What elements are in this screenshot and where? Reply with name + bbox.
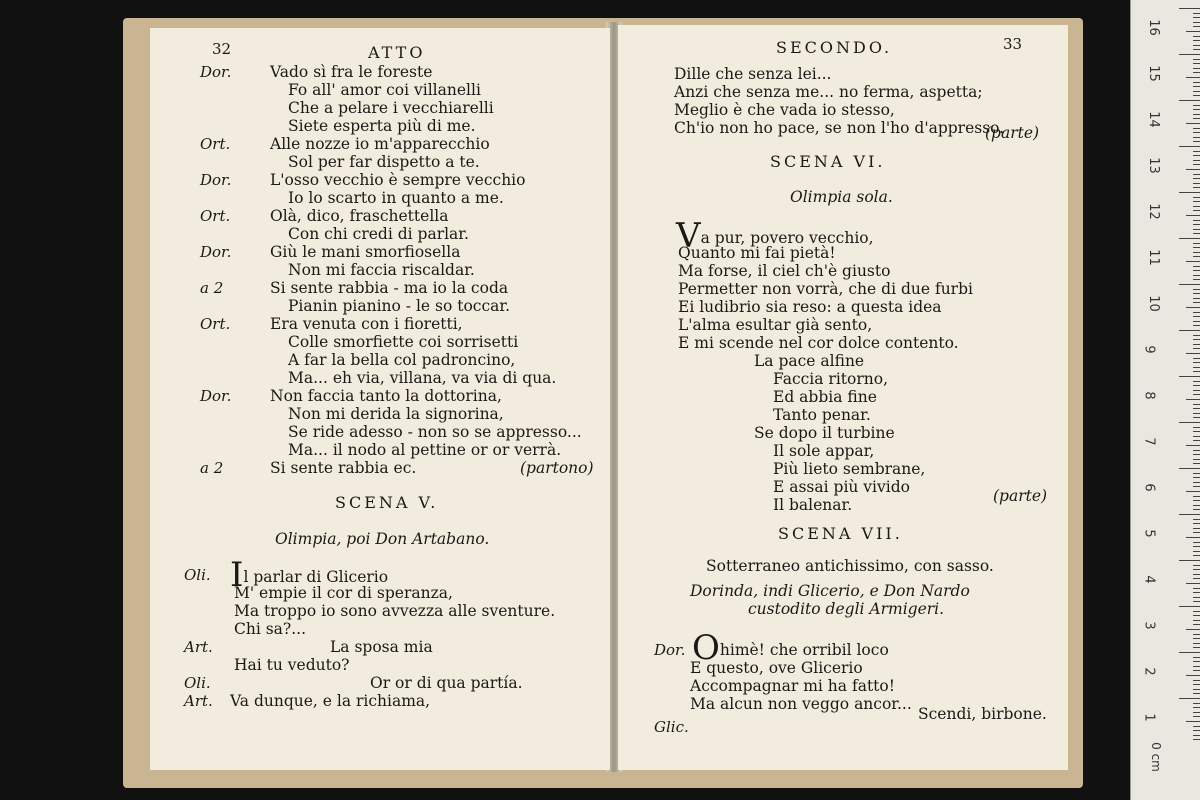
verse-line: Se ride adesso - non so se appresso... (288, 423, 582, 441)
ruler-number: 10 (1145, 295, 1161, 312)
ruler-tick (1193, 551, 1200, 552)
ruler-number: 9 (1141, 345, 1157, 354)
ruler-tick (1193, 555, 1200, 556)
ruler-tick (1179, 192, 1200, 193)
verse-line: Scendi, birbone. (918, 705, 1047, 723)
ruler-tick (1193, 574, 1200, 575)
ruler-tick (1193, 45, 1200, 46)
ruler-tick (1193, 105, 1200, 106)
ruler-tick (1193, 716, 1200, 717)
speaker-label: Art. (184, 638, 213, 656)
ruler-tick (1193, 578, 1200, 579)
ruler-tick (1193, 206, 1200, 207)
verse-line: Dille che senza lei... (674, 65, 832, 83)
ruler-tick (1193, 500, 1200, 501)
ruler-tick (1193, 440, 1200, 441)
ruler-tick (1179, 606, 1200, 607)
verse-line: Hai tu veduto? (234, 656, 350, 674)
ruler-tick (1193, 174, 1200, 175)
ruler-tick (1193, 643, 1200, 644)
ruler-tick (1193, 86, 1200, 87)
left-page-number: 32 (212, 40, 232, 58)
ruler-tick (1193, 132, 1200, 133)
ruler-tick (1193, 164, 1200, 165)
ruler-number: 4 (1141, 575, 1157, 584)
verse-line: Ch'io non ho pace, se non l'ho d'appresso. (674, 119, 1005, 137)
ruler-tick (1193, 325, 1200, 326)
ruler-tick (1193, 298, 1200, 299)
ruler-tick (1179, 54, 1200, 55)
ruler-tick (1193, 348, 1200, 349)
ruler-number: 16 (1145, 19, 1161, 36)
ruler-number: 6 (1141, 483, 1157, 492)
ruler-tick (1193, 91, 1200, 92)
ruler-tick (1186, 123, 1200, 124)
ruler-tick (1179, 514, 1200, 515)
ruler-tick (1193, 689, 1200, 690)
right-page-number: 33 (1003, 35, 1023, 53)
verse-line: L'osso vecchio è sempre vecchio (270, 171, 526, 189)
ruler-number: 1 (1141, 713, 1157, 722)
right-page (618, 25, 1068, 770)
verse-line: Ma alcun non veggo ancor... (690, 695, 912, 713)
ruler-tick (1193, 684, 1200, 685)
ruler-tick (1193, 408, 1200, 409)
verse-line: himè! che orribil loco (719, 641, 889, 659)
ruler-tick (1193, 229, 1200, 230)
ruler-tick (1193, 155, 1200, 156)
ruler-tick (1193, 601, 1200, 602)
ruler-tick (1186, 537, 1200, 538)
aria-line: Più lieto sembrane, (773, 460, 926, 478)
verse-line: Fo all' amor coi villanelli (288, 81, 481, 99)
verse-line: Pianin pianino - le so toccar. (288, 297, 511, 315)
ruler-tick (1193, 519, 1200, 520)
ruler-tick (1193, 427, 1200, 428)
verse-line: Io lo scarto in quanto a me. (288, 189, 504, 207)
ruler-number: 15 (1145, 65, 1161, 82)
verse-line: Ma... il nodo al pettine or or verrà. (288, 441, 562, 459)
ruler-tick (1193, 302, 1200, 303)
ruler-tick (1193, 505, 1200, 506)
ruler-tick (1193, 312, 1200, 313)
verse-line: Chi sa?... (234, 620, 307, 638)
scene-heading: SCENA VI. (770, 152, 886, 171)
ruler-tick (1193, 270, 1200, 271)
verse-line: Non faccia tanto la dottorina, (270, 387, 502, 405)
ruler-tick (1193, 703, 1200, 704)
ruler-tick (1193, 532, 1200, 533)
ruler-number: 3 (1141, 621, 1157, 630)
verse-line: Vado sì fra le foreste (270, 63, 433, 81)
ruler-tick (1193, 413, 1200, 414)
ruler-number: 8 (1141, 391, 1157, 400)
stage-direction: (parte) (993, 487, 1048, 505)
ruler-tick (1193, 13, 1200, 14)
ruler-tick (1193, 293, 1200, 294)
ruler-tick (1179, 8, 1200, 9)
ruler-tick (1193, 509, 1200, 510)
verse-line: La sposa mia (330, 638, 433, 656)
ruler-tick (1193, 638, 1200, 639)
verse-line: Va dunque, e la richiama, (230, 692, 431, 710)
ruler-tick (1193, 321, 1200, 322)
scene-setting: Sotterraneo antichissimo, con sasso. (706, 557, 994, 575)
scene-cast: custodito degli Armigeri. (748, 600, 945, 618)
aria-line: La pace alfine (754, 352, 865, 370)
ruler-tick (1193, 730, 1200, 731)
ruler-tick (1193, 693, 1200, 694)
verse-line: Ma forse, il ciel ch'è giusto (678, 262, 891, 280)
ruler-tick (1186, 31, 1200, 32)
ruler-tick (1193, 523, 1200, 524)
ruler-tick (1193, 49, 1200, 50)
ruler-tick (1179, 422, 1200, 423)
aria-line: Faccia ritorno, (773, 370, 889, 388)
drop-cap: I (230, 555, 244, 595)
verse-line: Siete esperta più di me. (288, 117, 476, 135)
left-running-header: ATTO (368, 43, 426, 62)
ruler-tick (1186, 307, 1200, 308)
scene-cast: Olimpia sola. (790, 188, 893, 206)
ruler-tick (1193, 431, 1200, 432)
ruler-number: 2 (1141, 667, 1157, 676)
ruler-tick (1193, 68, 1200, 69)
ruler-tick (1193, 707, 1200, 708)
speaker-label: Dor. (200, 387, 232, 405)
ruler-tick (1193, 36, 1200, 37)
verse-line: Ma troppo io sono avvezza alle sventure. (234, 602, 556, 620)
ruler-tick (1193, 118, 1200, 119)
aria-line: Se dopo il turbine (754, 424, 895, 442)
ruler-tick (1186, 491, 1200, 492)
ruler-tick (1193, 496, 1200, 497)
ruler-tick (1193, 367, 1200, 368)
ruler-tick (1193, 59, 1200, 60)
ruler-tick (1193, 436, 1200, 437)
verse-line: A far la bella col padroncino, (288, 351, 516, 369)
ruler-tick (1193, 624, 1200, 625)
ruler-tick (1193, 344, 1200, 345)
ruler-tick (1193, 224, 1200, 225)
ruler-tick (1193, 151, 1200, 152)
verse-line: Permetter non vorrà, che di due furbi (678, 280, 973, 298)
verse-line: Si sente rabbia ec. (270, 459, 417, 477)
ruler-tick (1193, 197, 1200, 198)
ruler-tick (1193, 339, 1200, 340)
ruler-number: 13 (1145, 157, 1161, 174)
ruler-tick (1193, 256, 1200, 257)
ruler-tick (1193, 735, 1200, 736)
ruler-number: 7 (1141, 437, 1157, 446)
verse-line: Si sente rabbia - ma io la coda (270, 279, 509, 297)
ruler-tick (1193, 565, 1200, 566)
ruler-tick (1179, 100, 1200, 101)
ruler-tick (1193, 634, 1200, 635)
speaker-label: Dor. (200, 63, 232, 81)
ruler-tick (1193, 661, 1200, 662)
ruler-tick (1193, 482, 1200, 483)
verse-line: Accompagnar mi ha fatto! (690, 677, 895, 695)
verse-line: E questo, ove Glicerio (690, 659, 863, 677)
ruler-tick (1193, 726, 1200, 727)
ruler-tick (1193, 597, 1200, 598)
ruler-tick (1179, 146, 1200, 147)
ruler-number: 5 (1141, 529, 1157, 538)
ruler-tick (1186, 353, 1200, 354)
ruler-tick (1186, 675, 1200, 676)
ruler-tick (1193, 252, 1200, 253)
stage-direction: (partono) (520, 459, 594, 477)
verse-line: Che a pelare i vecchiarelli (288, 99, 494, 117)
ruler-tick (1193, 40, 1200, 41)
verse-line: Non mi derida la signorina, (288, 405, 504, 423)
ruler-tick (1193, 128, 1200, 129)
ruler-tick (1186, 445, 1200, 446)
ruler-tick (1193, 201, 1200, 202)
ruler-tick (1186, 583, 1200, 584)
ruler-tick (1193, 371, 1200, 372)
ruler-tick (1193, 486, 1200, 487)
ruler-tick (1193, 141, 1200, 142)
ruler-tick (1193, 335, 1200, 336)
aria-line: Il sole appar, (773, 442, 875, 460)
ruler-tick (1193, 183, 1200, 184)
ruler-tick (1193, 289, 1200, 290)
verse-line: Era venuta con i fioretti, (270, 315, 463, 333)
speaker-label: a 2 (200, 279, 224, 297)
verse-line: Ei ludibrio sia reso: a questa idea (678, 298, 942, 316)
ruler-tick (1179, 330, 1200, 331)
measurement-ruler (1130, 0, 1200, 800)
ruler-tick (1193, 670, 1200, 671)
ruler-tick (1179, 376, 1200, 377)
ruler-tick (1193, 17, 1200, 18)
ruler-tick (1193, 82, 1200, 83)
ruler-tick (1193, 316, 1200, 317)
ruler-tick (1193, 210, 1200, 211)
verse-line: Olà, dico, fraschettella (270, 207, 449, 225)
speaker-label: Dor. (200, 171, 232, 189)
ruler-tick (1193, 459, 1200, 460)
ruler-tick (1186, 261, 1200, 262)
ruler-tick (1193, 473, 1200, 474)
verse-line: Alle nozze io m'apparecchio (270, 135, 490, 153)
verse-line: Quanto mi fai pietà! (678, 244, 836, 262)
ruler-tick (1193, 187, 1200, 188)
drop-cap: O (692, 628, 720, 668)
scene-heading: SCENA V. (335, 493, 439, 512)
ruler-tick (1193, 109, 1200, 110)
drop-cap: V (676, 216, 701, 256)
ruler-tick (1179, 560, 1200, 561)
ruler-tick (1193, 680, 1200, 681)
ruler-tick (1193, 404, 1200, 405)
verse-line: Anzi che senza me... no ferma, aspetta; (674, 83, 983, 101)
ruler-tick (1186, 77, 1200, 78)
ruler-tick (1193, 220, 1200, 221)
ruler-tick (1193, 279, 1200, 280)
speaker-label: Ort. (200, 315, 231, 333)
ruler-tick (1193, 588, 1200, 589)
ruler-tick (1193, 233, 1200, 234)
ruler-tick (1193, 592, 1200, 593)
verse-line: Or or di qua partía. (370, 674, 523, 692)
ruler-tick (1179, 468, 1200, 469)
verse-line: M' empie il cor di speranza, (234, 584, 453, 602)
ruler-unit: 0 cm (1148, 742, 1163, 772)
ruler-tick (1193, 160, 1200, 161)
ruler-tick (1193, 381, 1200, 382)
ruler-tick (1193, 358, 1200, 359)
ruler-tick (1193, 450, 1200, 451)
scene-heading: SCENA VII. (778, 524, 903, 543)
ruler-tick (1179, 238, 1200, 239)
ruler-tick (1193, 712, 1200, 713)
verse-line: a pur, povero vecchio, (700, 229, 874, 247)
ruler-tick (1186, 629, 1200, 630)
ruler-number: 12 (1145, 203, 1161, 220)
speaker-label: Oli. (184, 674, 211, 692)
ruler-tick (1186, 399, 1200, 400)
ruler-tick (1186, 169, 1200, 170)
ruler-tick (1193, 275, 1200, 276)
verse-line: Colle smorfiette coi sorrisetti (288, 333, 519, 351)
ruler-tick (1193, 385, 1200, 386)
ruler-tick (1179, 284, 1200, 285)
verse-line: Non mi faccia riscaldar. (288, 261, 475, 279)
verse-line: l parlar di Glicerio (243, 568, 389, 586)
verse-line: Meglio è che vada io stesso, (674, 101, 895, 119)
speaker-label: Dor. (200, 243, 232, 261)
ruler-tick (1193, 454, 1200, 455)
speaker-label: Ort. (200, 135, 231, 153)
ruler-tick (1193, 666, 1200, 667)
ruler-tick (1193, 247, 1200, 248)
aria-line: Ed abbia fine (773, 388, 877, 406)
verse-line: L'alma esultar già sento, (678, 316, 873, 334)
verse-line: E mi scende nel cor dolce contento. (678, 334, 959, 352)
ruler-tick (1193, 95, 1200, 96)
ruler-tick (1193, 546, 1200, 547)
ruler-tick (1193, 22, 1200, 23)
ruler-tick (1193, 243, 1200, 244)
ruler-number: 11 (1145, 249, 1161, 266)
aria-line: Il balenar. (773, 496, 853, 514)
ruler-tick (1193, 620, 1200, 621)
ruler-tick (1193, 114, 1200, 115)
ruler-tick (1193, 463, 1200, 464)
ruler-tick (1193, 137, 1200, 138)
ruler-tick (1193, 72, 1200, 73)
ruler-tick (1193, 362, 1200, 363)
verse-line: Con chi credi di parlar. (288, 225, 469, 243)
verse-line: Ma... eh via, villana, va via di qua. (288, 369, 557, 387)
scene-cast: Olimpia, poi Don Artabano. (275, 530, 490, 548)
ruler-tick (1193, 528, 1200, 529)
speaker-label: Art. (184, 692, 213, 710)
right-running-header: SECONDO. (776, 38, 893, 57)
verse-line: Giù le mani smorfiosella (270, 243, 461, 261)
verse-line: Sol per far dispetto a te. (288, 153, 480, 171)
speaker-label: Ort. (200, 207, 231, 225)
ruler-tick (1193, 477, 1200, 478)
aria-line: E assai più vivido (773, 478, 910, 496)
ruler-tick (1193, 178, 1200, 179)
left-page (150, 28, 610, 770)
ruler-tick (1193, 266, 1200, 267)
ruler-tick (1193, 611, 1200, 612)
ruler-tick (1193, 615, 1200, 616)
ruler-tick (1193, 657, 1200, 658)
ruler-tick (1179, 698, 1200, 699)
aria-line: Tanto penar. (773, 406, 871, 424)
ruler-tick (1193, 569, 1200, 570)
ruler-tick (1193, 26, 1200, 27)
ruler-tick (1193, 394, 1200, 395)
ruler-tick (1193, 542, 1200, 543)
scene-cast: Dorinda, indi Glicerio, e Don Nardo (690, 582, 970, 600)
ruler-tick (1186, 721, 1200, 722)
ruler-tick (1186, 215, 1200, 216)
speaker-label: a 2 (200, 459, 224, 477)
ruler-tick (1193, 63, 1200, 64)
ruler-tick (1179, 652, 1200, 653)
stage-direction: (parte) (985, 124, 1040, 142)
ruler-tick (1193, 417, 1200, 418)
ruler-tick (1193, 647, 1200, 648)
ruler-tick (1193, 390, 1200, 391)
speaker-label: Dor. (654, 641, 686, 659)
ruler-tick (1193, 739, 1200, 740)
ruler-number: 14 (1145, 111, 1161, 128)
speaker-label: Glic. (654, 718, 689, 736)
speaker-label: Oli. (184, 566, 211, 584)
